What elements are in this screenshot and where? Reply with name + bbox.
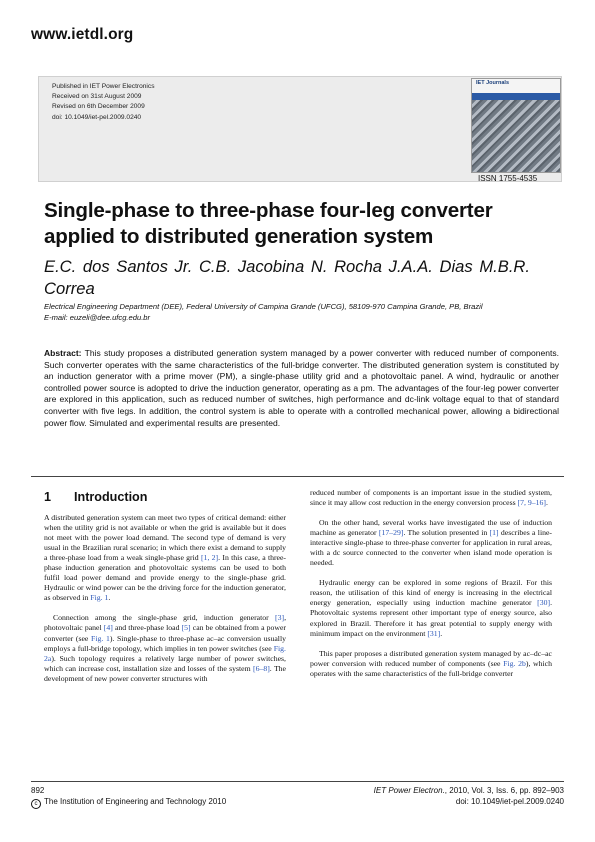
site-url[interactable]: www.ietdl.org [31, 26, 134, 43]
right-column [310, 488, 552, 679]
citation-link[interactable]: [5] [181, 623, 191, 633]
received-date: Received on 31st August 2009 [52, 93, 142, 101]
figure-link[interactable]: Fig. 1 [90, 593, 109, 603]
abstract-label: Abstract: [44, 348, 82, 358]
revised-date: Revised on 6th December 2009 [52, 103, 145, 111]
citation-link[interactable]: [4] [103, 623, 113, 633]
abstract-text: This study proposes a distributed generation system managed by a power converter with reduced number of components. Such converter operates with the same characteristics of the full-bridge converter. The distributed generation system is constituted by an induction generator with a prime mover (PM), a single-phase utility grid and a photovoltaic panel. A wind, hydraulic or another controlled power source is adopted to drive the induction generator, operating as a pm. The advantages of the four-leg power converter are explored in this application, such as reduced number of switches, high performance and dc-link voltage equal to that of standard converter with five legs. In addition, the control system is able to operate with a controlled mechanical power, allowing a bidirectional power flow. Simulated and experimental results are presented. [44, 348, 559, 428]
paragraph: reduced number of components is an important issue in the studied system, since it may allow cost reduction in the energy conversion process [7, 9–16]. [310, 488, 552, 508]
paragraph: A distributed generation system can meet two types of critical demand: either when the utility grid is not available or when the grid is available but it does not meet with the power load demand. The second type of demand is very usual in the Brazilian rural scenario; in which there exist a demand to supply a three-phase load from a weak single-phase grid [1, 2]. In this case, a three-phase induction generation and photovoltaic systems can be used to both fulfil load power demand and provide energy to the single-phase grid. Hydraulic or wind power can be the driving force for the induction generator, as observed in Fig. 1. [44, 513, 287, 603]
citation-link[interactable]: [1, 2] [200, 553, 219, 563]
paper-title: Single-phase to three-phase four-leg converter applied to distributed generation system [44, 199, 493, 248]
page-number: 892 [31, 786, 45, 795]
journal-cover-image [471, 78, 561, 173]
publication-info [52, 82, 155, 123]
left-column [44, 513, 286, 684]
affiliation-text: Electrical Engineering Department (DEE), Federal University of Campina Grande (UFCG), 58109-970 Campina Grande, PB, Brazil [44, 302, 483, 311]
citation-link[interactable]: [1] [489, 528, 499, 538]
citation-link[interactable]: [3] [275, 613, 285, 623]
paragraph: Hydraulic energy can be explored in some regions of Brazil. For this reason, the utilisation of this kind of energy is increasing in the electrical energy generation, especially using induction machine generator [30]. Photovoltaic systems represent other important type of energy source, also explored in Brazil. Therefore it has great potential to supply energy with minimum impact on the environment [31]. [310, 578, 552, 638]
journal-citation: IET Power Electron., 2010, Vol. 3, Iss. 6, pp. 892–903 [373, 786, 564, 795]
citation-link[interactable]: [7, 9–16] [517, 498, 546, 508]
divider [31, 476, 564, 477]
cover-logo: IET Journals [476, 80, 510, 86]
affiliation [44, 302, 564, 323]
author-list: E.C. dos Santos Jr. C.B. Jacobina N. Rocha J.A.A. Dias M.B.R. Correa [44, 257, 531, 298]
citation-link[interactable]: [17–29] [378, 528, 404, 538]
footer-divider [31, 781, 564, 782]
email[interactable]: E-mail: euzeli@dee.ufcg.edu.br [44, 312, 151, 322]
section-number: 1 [44, 490, 52, 504]
citation-link[interactable]: [6–8] [253, 663, 270, 673]
paragraph: Connection among the single-phase grid, induction generator [3], photovoltaic panel [4] and three-phase load [5] can be obtained from a power converter (see Fig. 1). Single-phase to three-phase ac–ac conversion usually employs a full-bridge topology, which implies in ten power switches (see Fig. 2a). Such topology requires a relatively large number of power switches, which can increase cost, installation size and losses of the system [6–8]. The development of new power converter structures with [44, 613, 286, 683]
paragraph: This paper proposes a distributed generation system managed by ac–dc–ac power conversion with reduced number of components (see Fig. 2b), which operates with the same characteristics of the full-bridge converter [310, 648, 552, 678]
issn: ISSN 1755-4535 [478, 174, 538, 183]
citation-link[interactable]: [31] [427, 628, 441, 638]
paragraph: On the other hand, several works have investigated the use of induction machine as generator [17–29]. The solution presented in [1] describes a line-interactive single-phase to three-phase converter for application in rural areas, with a dc source connected to the converter when island mode operation is needed. [310, 518, 553, 568]
citation-link[interactable]: [30] [537, 598, 551, 608]
footer-doi[interactable]: doi: 10.1049/iet-pel.2009.0240 [455, 797, 564, 806]
footer-right [300, 785, 564, 807]
abstract [44, 348, 559, 429]
copyright: c The Institution of Engineering and Technology 2010 [31, 796, 226, 809]
figure-link[interactable]: Fig. 2a [44, 643, 286, 663]
figure-link[interactable]: Fig. 1 [91, 633, 110, 643]
section-heading [44, 490, 147, 504]
doi-header: doi: 10.1049/iet-pel.2009.0240 [52, 113, 142, 121]
section-title: Introduction [74, 490, 148, 504]
figure-link[interactable]: Fig. 2b [503, 658, 526, 668]
copyright-icon: c [31, 799, 41, 809]
published-in: Published in IET Power Electronics [52, 83, 155, 90]
footer-left [31, 785, 226, 809]
